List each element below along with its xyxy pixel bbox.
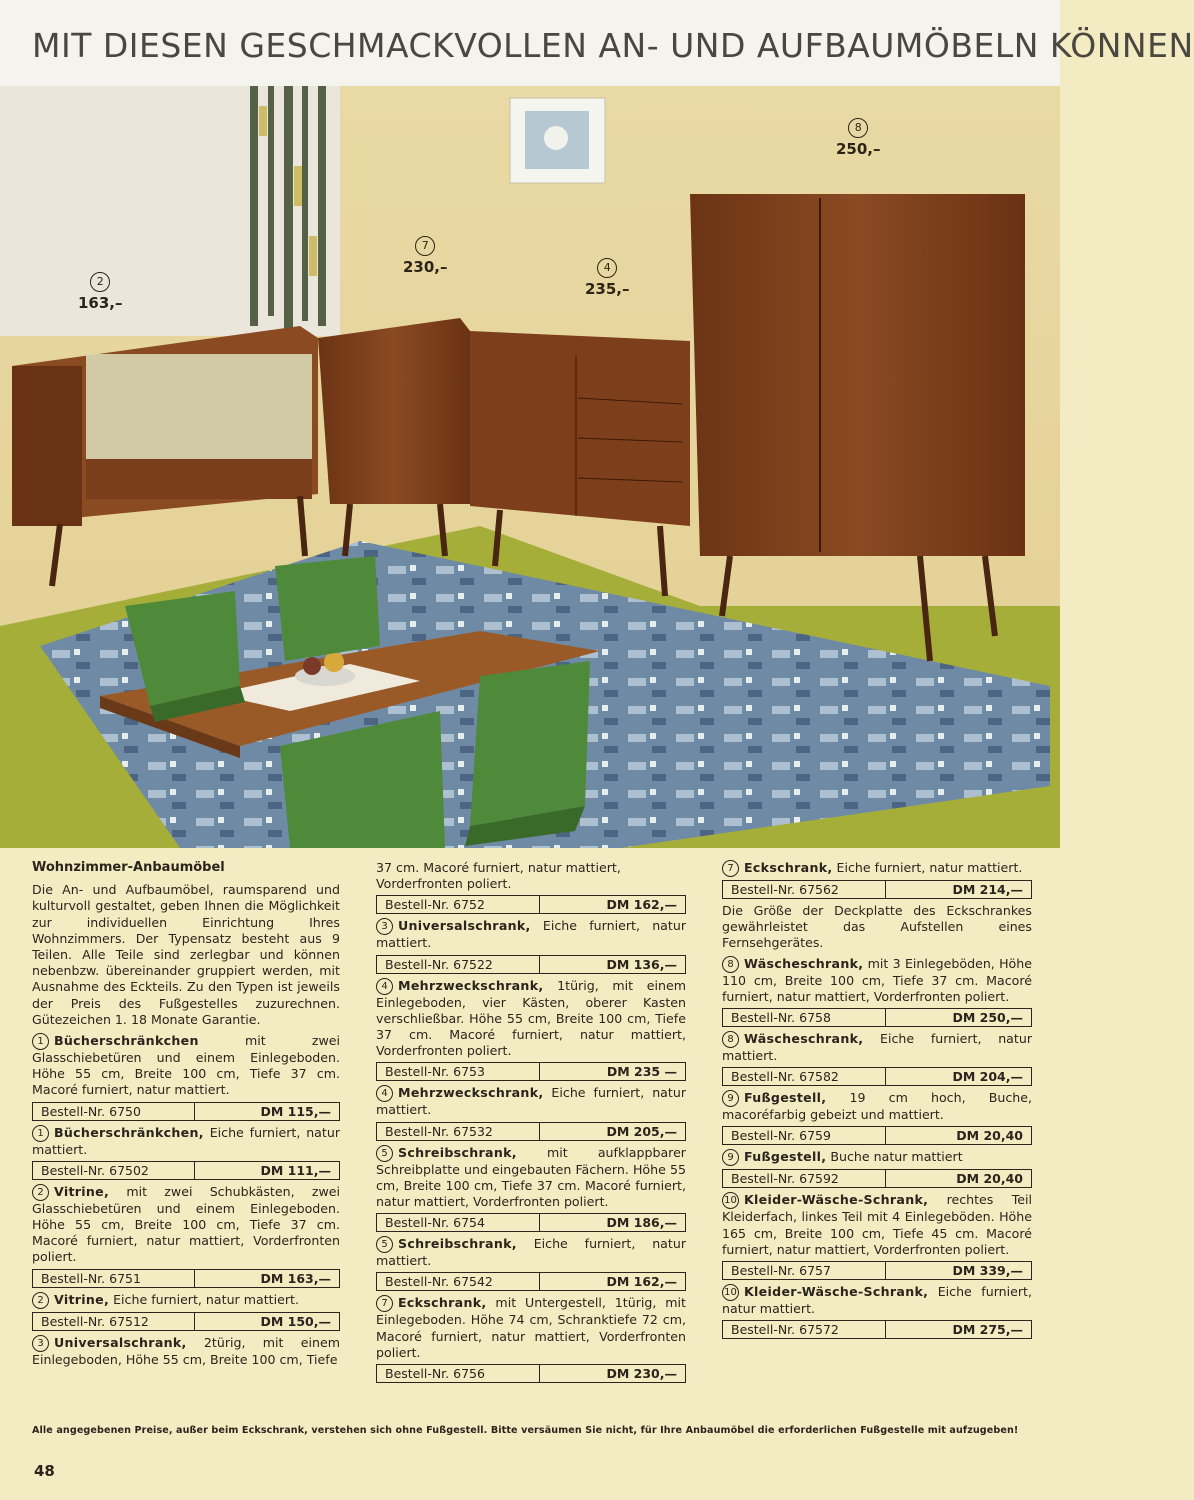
item-name: Schreibschrank, [398,1236,517,1252]
item-name: Universalschrank, [54,1334,187,1350]
order-price: DM 111,— [260,1162,331,1178]
item-name: Wäscheschrank, [744,1031,864,1047]
order-box [32,1161,340,1180]
order-number: Bestell-Nr. 67592 [723,1170,886,1187]
order-number: Bestell-Nr. 67562 [723,881,886,898]
list-item [376,1236,686,1291]
price-footnote: Alle angegebenen Preise, außer beim Eckschrank, verstehen sich ohne Fußgestell. Bitte versäumen Sie nicht, für Ihre Anbaumöbel die erforderlichen Fußgestelle mit aufzugeben! [32,1425,1019,1436]
order-number: Bestell-Nr. 67582 [723,1068,886,1085]
list-item [722,1031,1032,1086]
continued-description: 37 cm. Macoré furniert, natur mattiert, Vorderfronten poliert. [376,860,621,892]
item-number: 3 [32,1335,49,1352]
tag-number: 4 [597,258,617,278]
photo-tag-mehrzweckschrank [585,258,630,298]
item-description: Eiche furniert, natur mattiert. [32,1124,340,1157]
list-item [376,978,686,1082]
item-number: 8 [722,956,739,973]
item-name: Eckschrank, [744,860,833,875]
furniture-photo [0,86,1060,848]
item-description: Eiche furniert, natur mattiert. [376,918,686,951]
order-number: Bestell-Nr. 6756 [377,1365,540,1382]
item-description: Eiche furniert, natur mattiert. [376,1085,686,1118]
item-number: 8 [722,1031,739,1048]
tag-number: 2 [90,272,110,292]
order-price: DM 275,— [952,1322,1023,1338]
item-number: 9 [722,1149,739,1166]
tag-number: 7 [415,236,435,256]
order-box [376,1364,686,1383]
order-price: DM 162,— [606,1274,677,1290]
item-description: Eiche furniert, natur mattiert. [376,1236,686,1269]
order-price: DM 20,40 [956,1171,1023,1187]
item-name: Schreibschrank, [398,1144,517,1160]
list-item [722,1192,1032,1280]
item-description: rechtes Teil Kleiderfach, linkes Teil mit 4 Einlegeböden. Höhe 165 cm, Breite 100 cm, Tiefe 45 cm. Macoré furniert, natur mattiert, Vorderfronten poliert. [722,1192,1032,1257]
order-price: DM 115,— [260,1103,331,1119]
order-number: Bestell-Nr. 6754 [377,1214,540,1231]
order-price: DM 150,— [260,1313,331,1329]
order-price: DM 250,— [952,1010,1023,1026]
order-number: Bestell-Nr. 6759 [723,1127,886,1144]
item-number: 2 [32,1292,49,1309]
item-number: 7 [376,1295,393,1312]
item-description: Eiche furniert, natur mattiert. [832,860,1023,875]
list-item [32,1292,340,1331]
item-number: 10 [722,1192,739,1209]
item-name: Vitrine, [54,1183,110,1199]
order-box [722,1261,1032,1280]
section-heading: Wohnzimmer-Anbaumöbel [32,860,225,875]
order-price: DM 186,— [606,1215,677,1231]
item-name: Wäscheschrank, [744,955,864,971]
order-number: Bestell-Nr. 6752 [377,896,540,913]
item-description: mit zwei Glasschiebetüren und einem Einlegeboden. Höhe 55 cm, Breite 100 cm, Tiefe 37 cm. Macoré furniert, natur mattiert. [32,1033,340,1098]
item-number: 10 [722,1284,739,1301]
order-box [722,880,1032,899]
item-description: mit aufklappbarer Schreibplatte und eingebauten Fächern. Höhe 55 cm, Breite 100 cm, Tiefe 37 cm. Macoré furniert, natur mattiert, Vorderfronten poliert. [376,1144,686,1210]
item-number: 7 [722,860,739,877]
item-name: Bücherschränkchen [54,1033,199,1049]
room-illustration [0,86,1060,848]
order-price: DM 205,— [606,1123,677,1139]
item-name: Universalschrank, [398,918,531,934]
order-price: DM 162,— [606,897,677,913]
column-2 [376,860,686,1387]
item-number: 9 [722,1090,739,1107]
tag-price: 163,– [78,294,123,312]
order-box [376,1062,686,1081]
list-item [376,918,686,973]
order-price: DM 204,— [952,1069,1023,1085]
item-number: 1 [32,1033,49,1050]
order-box [376,1272,686,1291]
item-description: Buche natur mattiert [826,1149,963,1165]
order-box [722,1008,1032,1027]
page-headline: MIT DIESEN GESCHMACKVOLLEN AN- UND AUFBAUMÖBELN KÖNNEN [32,26,1194,65]
order-price: DM 214,— [952,882,1023,897]
order-price: DM 235 — [606,1064,677,1080]
order-price: DM 230,— [606,1366,677,1382]
item-description: Eiche furniert, natur mattiert. [722,1284,1032,1317]
photo-tag-eckschrank [403,236,448,276]
tag-price: 230,– [403,258,448,276]
order-box [376,1122,686,1141]
order-box [722,1169,1032,1188]
column-3 [722,860,1032,1343]
order-number: Bestell-Nr. 67512 [33,1313,195,1330]
order-number: Bestell-Nr. 6758 [723,1009,886,1026]
item-name: Mehrzweckschrank, [398,1085,544,1101]
column-1 [32,860,340,1368]
catalog-text [0,848,1060,1418]
item-name: Kleider-Wäsche-Schrank, [744,1284,929,1300]
item-description: 19 cm hoch, Buche, macoréfarbig gebeizt und mattiert. [722,1090,1032,1123]
order-number: Bestell-Nr. 6757 [723,1262,886,1279]
order-box [32,1269,340,1288]
list-item [376,1145,686,1233]
order-number: Bestell-Nr. 67542 [377,1273,540,1290]
tag-price: 235,– [585,280,630,298]
item-number: 5 [376,1145,393,1162]
order-number: Bestell-Nr. 67522 [377,956,540,973]
tag-price: 250,– [836,140,881,158]
item-number: 4 [376,1085,393,1102]
order-box [32,1312,340,1331]
item-note: Die Größe der Deckplatte des Eckschrankes gewährleistet das Aufstellen eines Fernsehgerätes. [722,903,1032,951]
order-number: Bestell-Nr. 67502 [33,1162,195,1179]
order-price: DM 339,— [952,1263,1023,1279]
order-box [376,895,686,914]
list-item [376,1295,686,1383]
list-item [32,1125,340,1180]
item-number: 4 [376,978,393,995]
section-intro: Die An- und Aufbaumöbel, raumsparend und kulturvoll gestaltet, geben Ihnen die Möglichkeit zur individuellen Einrichtung Ihres Wohnzimmers. Der Typensatz besteht aus 9 Teilen. Alle Teile sind zerlegbar und können nebenbzw. übereinander gruppiert werden, mit Ausnahme des Eckteils. Zu den Typen ist jeweils der Preis des Fußgestelles zuzurechnen. Gütezeichen 1. 18 Monate Garantie. [32,882,340,1027]
item-name: Fußgestell, [744,1090,827,1106]
order-box [722,1320,1032,1339]
order-box [722,1067,1032,1086]
item-description: Eiche furniert, natur mattiert. [722,1031,1032,1064]
item-name: Eckschrank, [398,1295,487,1311]
item-number: 3 [376,918,393,935]
list-item [722,1284,1032,1339]
item-name: Fußgestell, [744,1149,827,1165]
order-box [376,955,686,974]
item-description: mit 3 Einlegeböden, Höhe 110 cm, Breite 100 cm, Tiefe 37 cm. Macoré furniert, natur mattiert, Vorderfronten poliert. [722,955,1032,1004]
list-item [32,1335,340,1368]
item-name: Kleider-Wäsche-Schrank, [744,1192,929,1208]
list-item [722,860,1032,952]
order-number: Bestell-Nr. 67572 [723,1321,886,1338]
photo-tag-vitrine [78,272,123,312]
order-number: Bestell-Nr. 6751 [33,1270,195,1287]
item-number: 1 [32,1125,49,1142]
item-description: 2türig, mit einem Einlegeboden, Höhe 55 cm, Breite 100 cm, Tiefe [32,1334,340,1367]
item-description: Eiche furniert, natur mattiert. [109,1291,299,1307]
item-number: 5 [376,1236,393,1253]
page-number: 48 [34,1462,55,1480]
list-item [722,1090,1032,1145]
order-number: Bestell-Nr. 6753 [377,1063,540,1080]
item-description: mit zwei Schubkästen, zwei Glasschiebetüren und einem Einlegeboden. Höhe 55 cm, Breite 100 cm, Tiefe 37 cm. Macoré furniert, natur mattiert, Vorderfronten poliert. [32,1183,340,1265]
tag-number: 8 [848,118,868,138]
item-name: Vitrine, [54,1291,110,1307]
order-box [32,1102,340,1121]
photo-tag-waescheschrank [836,118,881,158]
order-price: DM 20,40 [956,1128,1023,1144]
list-item [722,956,1032,1027]
item-description: mit Untergestell, 1türig, mit Einlegeboden. Höhe 74 cm, Schranktiefe 72 cm, Macoré furniert, natur mattiert, Vorderfronten poliert. [376,1295,686,1360]
list-item [376,1085,686,1140]
list-item [32,1033,340,1121]
order-price: DM 136,— [606,956,677,972]
item-description: 1türig, mit einem Einlegeboden, vier Kästen, oberer Kasten verschließbar. Höhe 55 cm, Breite 100 cm, Tiefe 37 cm. Macoré furniert, natur mattiert, Vorderfronten poliert. [376,977,686,1059]
item-name: Mehrzweckschrank, [398,977,544,993]
order-number: Bestell-Nr. 6750 [33,1103,195,1120]
order-box [376,1213,686,1232]
item-name: Bücherschränkchen, [54,1124,204,1140]
headline-band [0,0,1194,86]
list-item [722,1149,1032,1188]
list-item [32,1184,340,1288]
order-box [722,1126,1032,1145]
order-number: Bestell-Nr. 67532 [377,1123,540,1140]
order-price: DM 163,— [260,1270,331,1286]
item-number: 2 [32,1184,49,1201]
